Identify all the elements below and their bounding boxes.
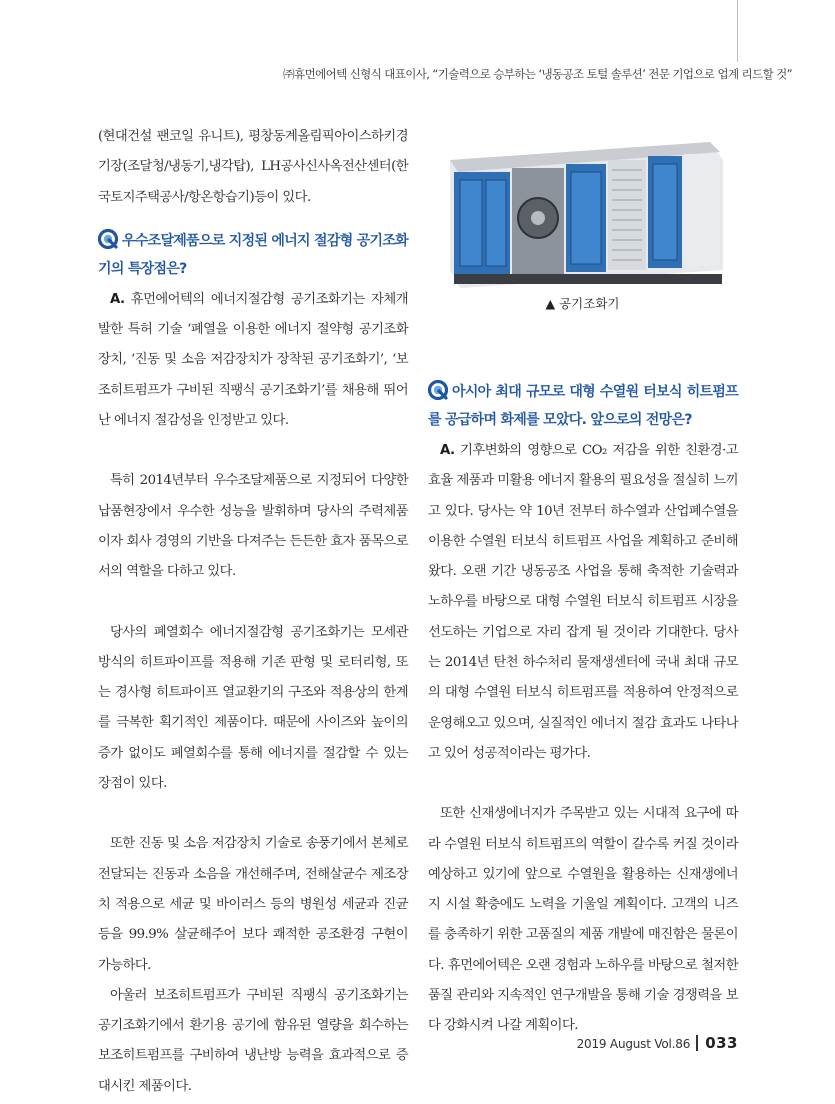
intro-paragraph: (현대건설 팬코일 유니트), 평창동계올림픽아이스하키경기장(조달청/냉동기,냉각탑), LH공사신사옥전산센터(한국토지주택공사/항온항습기)등이 있다. [98, 129, 408, 205]
answer-paragraph-5: 아울러 보조히트펌프가 구비된 직팽식 공기조화기는 공기조화기에서 환기용 공기에 함유된 열량을 회수하는 보조히트펌프를 구비하여 냉난방 능력을 효과적으로 증대시킨 제품이다. [98, 987, 408, 1094]
right-column [428, 378, 738, 1042]
question-text-1: 우수조달제품으로 지정된 에너지 절감형 공기조화기의 특장점은? [98, 232, 408, 277]
question-heading-1 [98, 227, 408, 283]
answer-paragraph-6 [428, 436, 738, 769]
issue-label: 2019 August Vol.86 [576, 1037, 691, 1051]
answer-paragraph-3: 당사의 폐열회수 에너지절감형 공기조화기는 모세관 방식의 히트파이프를 적용해 기존 판형 및 로터리형, 또는 경사형 히트파이프 열교환기의 구조와 적용상의 한계를 극복한 획기적인 제품이다. 때문에 사이즈와 높이의 증가 없이도 폐열회수를 통해 에너지를 절감할 수 있는 장점이 있다. [98, 624, 408, 792]
answer-paragraph-7: 또한 신재생에너지가 주목받고 있는 시대적 요구에 따라 수열원 터보식 히트펌프의 역할이 갈수록 커질 것이라 예상하고 있기에 앞으로 수열원을 활용하는 신재생에너지 시설 확충에도 노력을 기울일 계획이다. 고객의 니즈를 충족하기 위한 고품질의 제품 개발에 매진함은 물론이다. 휴먼에어텍은 오랜 경험과 노하우를 바탕으로 철저한 품질 관리와 지속적인 연구개발을 통해 기술 경쟁력을 보다 강화시켜 나갈 계획이다. [428, 806, 738, 1034]
answer-label: A. [439, 443, 455, 458]
page-number: 033 [705, 1034, 738, 1052]
running-head: ㈜휴먼에어텍 신형식 대표이사, “기술력으로 승부하는 ‘냉동공조 토털 솔루션’ 전문 기업으로 업계 리드할 것” [283, 67, 792, 81]
left-column [98, 122, 408, 1102]
q-letter-icon [428, 380, 448, 400]
photo-caption: ▲ 공기조화기 [545, 296, 620, 311]
answer-text-1: 휴먼에어텍의 에너지절감형 공기조화기는 자체개발한 특허 기술 ‘폐열을 이용한 에너지 절약형 공기조화장치, ‘진동 및 소음 저감장치가 장착된 공기조화기’, ‘보조히트펌프가 구비된 직팽식 공기조화기’를 채용해 뛰어난 에너지 절감성을 인정받고 있다. [98, 291, 408, 429]
answer-paragraph-1 [98, 285, 408, 436]
answer-paragraph-2: 특히 2014년부터 우수조달제품으로 지정되어 다양한 납품현장에서 우수한 성능을 발휘하며 당사의 주력제품이자 회사 경영의 기반을 다져주는 든든한 효자 품목으로서의 역할을 다하고 있다. [98, 473, 408, 580]
header-rule [737, 0, 738, 62]
answer-paragraph-4: 또한 진동 및 소음 저감장치 기술로 송풍기에서 본체로 전달되는 진동과 소음을 개선해주며, 전해살균수 제조장치 적용으로 세균 및 바이러스 등의 병원성 세균과 진균 등을 99.9% 살균해주어 보다 쾌적한 공조환경 구현이 가능하다. [98, 836, 408, 973]
question-text-2: 아시아 최대 규모로 대형 수열원 터보식 히트펌프를 공급하며 화제를 모았다. 앞으로의 전망은? [428, 384, 738, 428]
answer-label: A. [109, 291, 125, 307]
question-heading-2 [428, 378, 738, 434]
air-handling-unit-photo [440, 120, 725, 288]
footer-divider [696, 1035, 698, 1051]
answer-text-6: 기후변화의 영향으로 CO₂ 저감을 위한 친환경·고효율 제품과 미활용 에너지 활용의 필요성을 절실히 느끼고 있다. 당사는 약 10년 전부터 하수열과 산업폐수열을 이용한 수열원 터보식 히트펌프 사업을 계획하고 준비해왔다. 오랜 기간 냉동공조 사업을 통해 축적한 기술력과 노하우를 바탕으로 대형 수열원 터보식 히트펌프 시장을 선도하는 기업으로 자리 잡게 될 것이라 기대한다. 당사는 2014년 탄천 하수처리 물재생센터에 국내 최대 규모의 대형 수열원 터보식 히트펌프를 적용하여 안정적으로 운영해오고 있으며, 실질적인 에너지 절감 효과도 나타나고 있어 성공적이라는 평가다. [428, 443, 738, 761]
page-footer [0, 1034, 738, 1052]
q-letter-icon [98, 229, 118, 249]
